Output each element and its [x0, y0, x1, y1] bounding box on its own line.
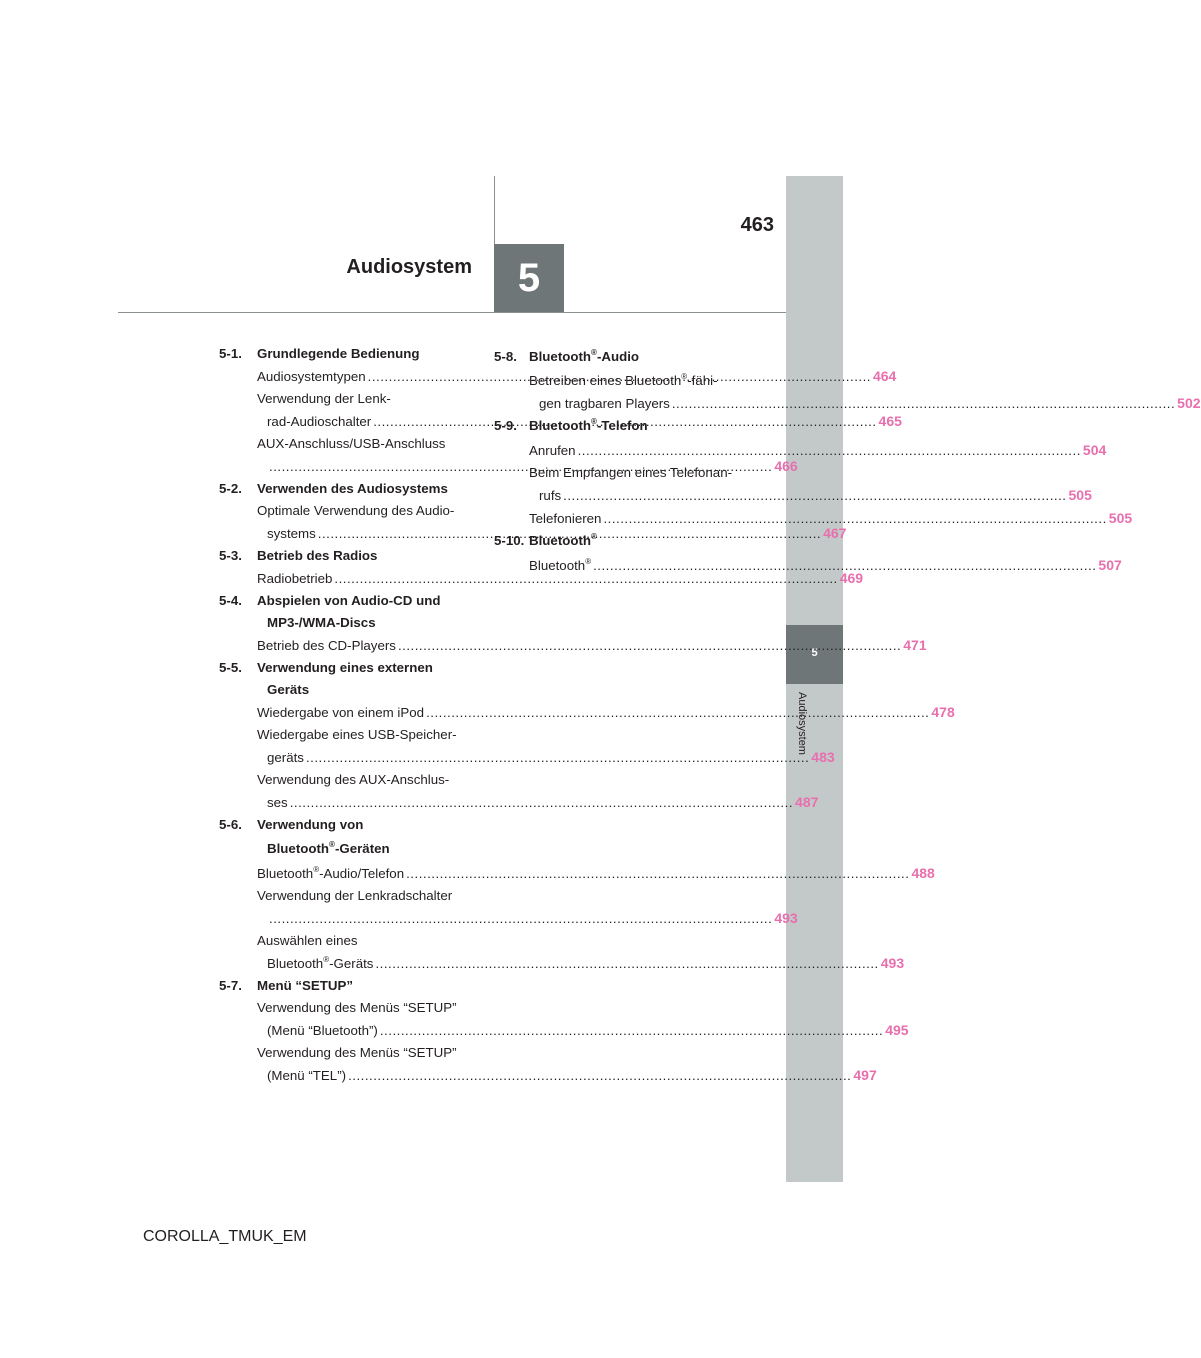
toc-section — [494, 530, 739, 552]
entry-title: Betreiben eines Bluetooth — [529, 373, 682, 388]
entry-title: Bluetooth — [267, 956, 324, 971]
entry-title: gen tragbaren Players — [539, 396, 670, 411]
toc-section — [219, 343, 467, 365]
toc-section — [494, 415, 739, 437]
toc-entry[interactable] — [219, 567, 864, 590]
page-link[interactable]: 467 — [823, 525, 847, 541]
page-link[interactable]: 488 — [911, 865, 935, 881]
section-title: Verwenden des Audiosystems — [257, 481, 448, 496]
toc-entry[interactable] — [494, 507, 1133, 530]
entry-title: systems — [267, 526, 316, 541]
page-link[interactable]: 493 — [880, 955, 905, 971]
entry-title: Anrufen — [529, 443, 576, 458]
section-number: 5-3. — [219, 548, 242, 563]
entry-title: Verwendung der Lenkradschalter — [257, 888, 453, 903]
section-title: Verwendung eines externen — [257, 660, 433, 675]
page-link[interactable]: 507 — [1098, 557, 1122, 573]
chapter-title: Audiosystem — [346, 256, 472, 278]
entry-title: Auswählen eines — [257, 933, 358, 948]
page-link[interactable]: 471 — [903, 637, 927, 653]
page-link[interactable]: 469 — [839, 570, 864, 586]
page-link[interactable]: 502 — [1177, 395, 1201, 411]
toc-entry[interactable] — [219, 885, 798, 930]
section-title: Bluetooth — [267, 841, 330, 856]
entry-title: Audiosystemtypen — [257, 369, 366, 384]
entry-title: ses — [267, 795, 288, 810]
entry-title: Verwendung des Menüs “SETUP” — [257, 1045, 457, 1060]
toc-entry[interactable] — [219, 997, 909, 1042]
entry-title: AUX-Anschluss/USB-Anschluss — [257, 436, 446, 451]
section-number: 5-9. — [494, 418, 517, 433]
page-link[interactable]: 504 — [1082, 442, 1107, 458]
toc-entry[interactable] — [219, 701, 955, 724]
section-title: Grundlegende Bedienung — [257, 346, 420, 361]
page-link[interactable]: 465 — [878, 413, 902, 429]
entry-title: Optimale Verwendung des Audio- — [257, 503, 455, 518]
toc-entry[interactable] — [219, 930, 905, 975]
entry-title: Radiobetrieb — [257, 571, 333, 586]
toc-entry[interactable] — [494, 554, 1122, 577]
footer-document-code: COROLLA_TMUK_EM — [143, 1228, 307, 1245]
entry-title: geräts — [267, 750, 304, 765]
page-link[interactable]: 493 — [774, 910, 798, 926]
section-title: Abspielen von Audio-CD und — [257, 593, 441, 608]
toc-section — [219, 478, 467, 500]
section-title: Geräts — [267, 682, 310, 697]
registered-mark: ® — [313, 865, 320, 874]
page-link[interactable]: 505 — [1108, 510, 1133, 526]
section-number: 5-1. — [219, 346, 242, 361]
section-title: -Telefon — [596, 418, 648, 433]
page-link[interactable]: 466 — [774, 458, 798, 474]
page-link[interactable]: 487 — [795, 794, 819, 810]
registered-mark: ® — [591, 348, 597, 357]
registered-mark: ® — [329, 840, 335, 849]
entry-title: Bluetooth — [257, 866, 314, 881]
toc-entry[interactable] — [219, 634, 927, 657]
toc-section — [219, 657, 467, 701]
page-link[interactable]: 505 — [1068, 487, 1092, 503]
toc-section — [494, 346, 739, 368]
side-tab-label: Audiosystem — [796, 692, 808, 755]
section-title: -Audio — [596, 349, 640, 364]
page-number: 463 — [740, 214, 774, 236]
entry-title: Verwendung der Lenk- — [257, 391, 391, 406]
header-vertical-rule — [494, 176, 495, 244]
page-link[interactable]: 495 — [885, 1022, 909, 1038]
entry-title: rad-Audioschalter — [267, 414, 372, 429]
entry-title: (Menü “TEL”) — [267, 1068, 347, 1083]
page-link[interactable]: 464 — [872, 368, 897, 384]
entry-title: rufs — [539, 488, 562, 503]
registered-mark: ® — [591, 417, 597, 426]
section-title: -Geräten — [334, 841, 390, 856]
side-tab-number: 5 — [811, 647, 818, 659]
toc-section — [219, 814, 467, 860]
section-title: Bluetooth — [529, 349, 592, 364]
toc-entry[interactable] — [219, 769, 819, 814]
toc-entry[interactable] — [219, 1042, 877, 1087]
section-number: 5-6. — [219, 817, 242, 832]
entry-title: -Audio/Telefon — [319, 866, 405, 881]
section-number: 5-7. — [219, 978, 242, 993]
entry-title: Bluetooth — [529, 558, 586, 573]
toc-entry[interactable] — [219, 724, 835, 769]
entry-title: Wiedergabe von einem iPod — [257, 705, 425, 720]
page-link[interactable]: 483 — [811, 749, 835, 765]
entry-title: Beim Empfangen eines Telefonan- — [529, 465, 733, 480]
section-title: Bluetooth — [529, 418, 592, 433]
entry-title: Telefonieren — [529, 511, 602, 526]
page-link[interactable]: 497 — [853, 1067, 877, 1083]
entry-title: Verwendung des Menüs “SETUP” — [257, 1000, 457, 1015]
section-title: Bluetooth — [529, 533, 592, 548]
registered-mark: ® — [585, 557, 592, 566]
entry-title: Verwendung des AUX-Anschlus- — [257, 772, 450, 787]
section-title: MP3-/WMA-Discs — [267, 615, 376, 630]
section-number: 5-4. — [219, 593, 242, 608]
section-number: 5-5. — [219, 660, 242, 675]
toc-entry[interactable] — [494, 439, 1107, 462]
toc-section — [219, 590, 467, 634]
header-horizontal-rule — [118, 312, 786, 313]
entry-title: -Geräts — [329, 956, 374, 971]
entry-title: Betrieb des CD-Players — [257, 638, 396, 653]
entry-title: Wiedergabe eines USB-Speicher- — [257, 727, 457, 742]
section-title: Menü “SETUP” — [257, 978, 354, 993]
toc-entry[interactable] — [219, 862, 935, 885]
section-number: 5-10. — [494, 533, 525, 548]
entry-title: (Menü “Bluetooth”) — [267, 1023, 378, 1038]
registered-mark: ® — [681, 372, 688, 381]
chapter-number-box: 5 — [494, 244, 564, 312]
section-number: 5-2. — [219, 481, 242, 496]
toc-section — [219, 545, 467, 567]
page-link[interactable]: 478 — [931, 704, 955, 720]
section-title: Betrieb des Radios — [257, 548, 378, 563]
section-title: Verwendung von — [257, 817, 364, 832]
registered-mark: ® — [323, 955, 330, 964]
toc-section — [219, 975, 467, 997]
entry-title: -fähi- — [687, 373, 718, 388]
section-number: 5-8. — [494, 349, 517, 364]
registered-mark: ® — [591, 532, 597, 541]
